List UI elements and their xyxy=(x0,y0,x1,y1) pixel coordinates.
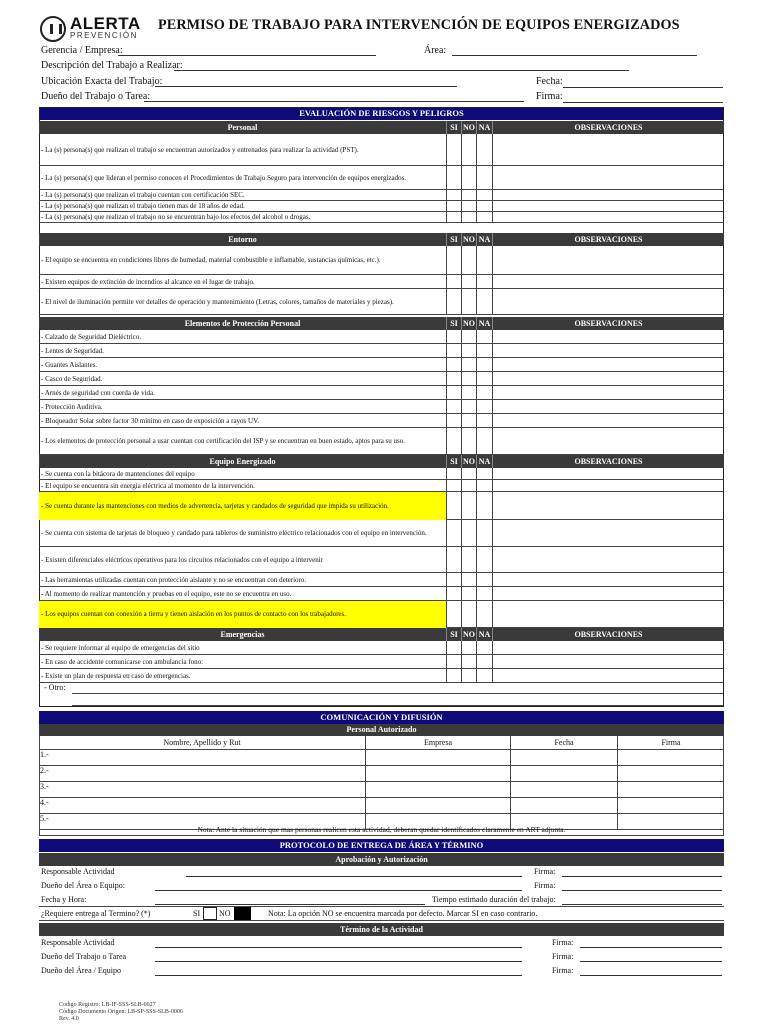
epp-no-col: NO xyxy=(463,319,475,328)
personal-no-checkbox[interactable] xyxy=(461,201,476,212)
emergencias-item-text: - Se requiere informar al equipo de emergencias del sitio xyxy=(41,643,200,652)
t-dueno-area-field[interactable] xyxy=(155,975,522,976)
emergencias-observation-cell[interactable] xyxy=(492,655,724,669)
comm-col-header: Fecha xyxy=(510,736,617,750)
t-responsable-field[interactable] xyxy=(155,947,522,948)
t-dueno-area-firma-field[interactable] xyxy=(580,975,722,976)
entorno-na-col: NA xyxy=(476,233,492,246)
epp-na-checkbox[interactable] xyxy=(476,414,492,428)
entorno-item xyxy=(39,289,446,315)
emergencias-item-text: - En caso de accidente comunicarse con ambulancia fono: xyxy=(41,657,204,666)
equipo-observation-cell[interactable] xyxy=(492,573,724,587)
equipo-na-col: NA xyxy=(476,455,492,468)
equipo-item xyxy=(39,601,446,628)
ubicacion-field[interactable] xyxy=(155,86,457,87)
emergencias-observation-cell[interactable] xyxy=(492,669,724,683)
epp-item xyxy=(39,372,446,386)
logo-word: ALERTA xyxy=(70,14,141,33)
entorno-si-col: SI xyxy=(446,233,461,246)
emergencias-na-checkbox[interactable] xyxy=(476,641,492,655)
comm-input-cell[interactable] xyxy=(365,798,510,814)
fecha-label: Fecha: xyxy=(536,76,563,87)
epp-item xyxy=(39,400,446,414)
t-responsable-firma-label: Firma: xyxy=(552,938,574,947)
epp-no-checkbox[interactable] xyxy=(461,386,476,400)
t-dueno-area-label: Dueño del Área / Equipo xyxy=(41,966,121,975)
approval-title: Aprobación y Autorización xyxy=(39,853,724,866)
epp-na-checkbox[interactable] xyxy=(476,428,492,455)
entorno-na-checkbox[interactable] xyxy=(476,289,492,315)
comm-input-cell[interactable] xyxy=(510,766,617,782)
entorno-item-text: - El equipo se encuentra en condiciones libres de humedad, material combustible e inflamable, sustancias químicas, etc.). xyxy=(41,256,381,265)
personal-na-checkbox[interactable] xyxy=(476,166,492,190)
epp-observation-cell[interactable] xyxy=(492,400,724,414)
emergencias-item xyxy=(39,669,446,683)
equipo-na-checkbox[interactable] xyxy=(476,587,492,601)
epp-si-checkbox[interactable] xyxy=(446,400,461,414)
equipo-item xyxy=(39,480,446,492)
entorno-no-checkbox[interactable] xyxy=(461,289,476,315)
personal-obs-col: OBSERVACIONES xyxy=(492,121,724,134)
otro-label: - Otro: xyxy=(44,683,66,692)
t-responsable-label: Responsable Actividad xyxy=(41,938,115,947)
equipo-label: Equipo Energizado xyxy=(209,457,276,466)
comm-input-cell[interactable] xyxy=(510,782,617,798)
personal-item xyxy=(39,190,446,201)
epp-si-checkbox[interactable] xyxy=(446,372,461,386)
requiere-row xyxy=(39,906,724,921)
epp-item-text: - Lentes de Seguridad. xyxy=(41,346,104,355)
epp-item xyxy=(39,414,446,428)
comm-input-cell[interactable] xyxy=(365,782,510,798)
epp-si-checkbox[interactable] xyxy=(446,358,461,372)
otro-field-line-1[interactable] xyxy=(72,693,723,694)
personal-item xyxy=(39,134,446,166)
equipo-na-checkbox[interactable] xyxy=(476,573,492,587)
personal-item-text: - La (s) persona(s) que realizan el trabajo se encuentran autorizados y entrenados para realizar la actividad (PST). xyxy=(41,145,359,154)
equipo-na-checkbox[interactable] xyxy=(476,492,492,520)
comm-input-cell[interactable] xyxy=(617,782,724,798)
personal-item-text: - La (s) persona(s) que realizan el trabajo tienen mas de 18 años de edad. xyxy=(41,202,245,211)
entorno-item xyxy=(39,275,446,289)
equipo-no-checkbox[interactable] xyxy=(461,601,476,628)
epp-item-text: - Calzado de Seguridad Dieléctrico. xyxy=(41,332,142,341)
risk-section-title: EVALUACIÓN DE RIESGOS Y PELIGROS xyxy=(39,107,724,120)
equipo-item xyxy=(39,573,446,587)
comm-input-cell[interactable] xyxy=(39,782,365,798)
epp-observation-cell[interactable] xyxy=(492,358,724,372)
epp-na-checkbox[interactable] xyxy=(476,386,492,400)
equipo-item-text: - Los equipos cuentan con conexión a tierra y tienen aislación en los puntos de contacto con los trabajadores. xyxy=(41,610,346,619)
dueno-area-field[interactable] xyxy=(155,890,522,891)
entorno-item-text: - Existen equipos de extinción de incendios al alcance en el lugar de trabajo. xyxy=(41,277,255,286)
epp-si-col: SI xyxy=(446,317,461,330)
epp-si-checkbox[interactable] xyxy=(446,386,461,400)
equipo-no-checkbox[interactable] xyxy=(461,520,476,547)
personal-item xyxy=(39,212,446,223)
equipo-observation-cell[interactable] xyxy=(492,601,724,628)
personal-no-checkbox[interactable] xyxy=(461,166,476,190)
ubicacion-label: Ubicación Exacta del Trabajo: xyxy=(41,76,163,87)
equipo-item xyxy=(39,468,446,480)
fecha-hora-field[interactable] xyxy=(155,904,425,905)
emergencias-na-checkbox[interactable] xyxy=(476,669,492,683)
equipo-si-checkbox[interactable] xyxy=(446,547,461,573)
personal-no-col: NO xyxy=(463,123,475,132)
comm-input-cell[interactable] xyxy=(365,766,510,782)
equipo-observation-cell[interactable] xyxy=(492,520,724,547)
epp-na-checkbox[interactable] xyxy=(476,372,492,386)
entorno-no-checkbox[interactable] xyxy=(461,246,476,275)
personal-si-checkbox[interactable] xyxy=(446,190,461,201)
epp-si-checkbox[interactable] xyxy=(446,414,461,428)
equipo-na-checkbox[interactable] xyxy=(476,601,492,628)
t-dueno-area-firma-label: Firma: xyxy=(552,966,574,975)
emergencias-si-col: SI xyxy=(446,628,461,641)
equipo-item-text: - Se cuenta durante las mantenciones con medios de advertencia, tarjetas y candados de seguridad que impida su utilización. xyxy=(41,501,389,510)
entorno-item xyxy=(39,246,446,275)
equipo-no-checkbox[interactable] xyxy=(461,547,476,573)
equipo-item xyxy=(39,587,446,601)
personal-na-col: NA xyxy=(476,121,492,134)
comm-col-header: Firma xyxy=(617,736,724,750)
equipo-observation-cell[interactable] xyxy=(492,587,724,601)
responsable-label: Responsable Actividad xyxy=(41,867,115,876)
comm-input-cell[interactable] xyxy=(617,766,724,782)
entorno-no-checkbox[interactable] xyxy=(461,275,476,289)
alerta-logo xyxy=(40,16,160,44)
entorno-na-checkbox[interactable] xyxy=(476,275,492,289)
equipo-na-checkbox[interactable] xyxy=(476,468,492,480)
epp-item xyxy=(39,386,446,400)
equipo-na-checkbox[interactable] xyxy=(476,520,492,547)
personal-observation-cell[interactable] xyxy=(492,190,724,201)
equipo-item-text: - Se cuenta con sistema de tarjetas de bloqueo y candado para tableros de suministro eléctrico relacionados con el equipo en intervención. xyxy=(41,529,427,538)
emergencias-na-col: NA xyxy=(476,628,492,641)
comm-input-cell[interactable] xyxy=(617,798,724,814)
equipo-no-checkbox[interactable] xyxy=(461,492,476,520)
epp-no-checkbox[interactable] xyxy=(461,330,476,344)
epp-item-text: - Bloqueador Solar sobre factor 30 mínimo en caso de exposición a rayos UV. xyxy=(41,416,259,425)
logo-subtitle: PREVENCIÓN xyxy=(70,31,138,40)
epp-item-text: - Casco de Seguridad. xyxy=(41,374,103,383)
descripcion-label: Descripción del Trabajo a Realizar: xyxy=(41,60,183,71)
gerencia-field[interactable] xyxy=(118,55,376,56)
requiere-note: Nota: La opción NO se encuentra marcada por defecto. Marcar SI en caso contrario. xyxy=(268,909,538,918)
equipo-no-checkbox[interactable] xyxy=(461,573,476,587)
epp-item-text: - Guantes Aislantes. xyxy=(41,360,98,369)
personal-na-checkbox[interactable] xyxy=(476,190,492,201)
equipo-item xyxy=(39,547,446,573)
epp-item xyxy=(39,428,446,455)
t-dueno-trabajo-firma-label: Firma: xyxy=(552,952,574,961)
emergencias-na-checkbox[interactable] xyxy=(476,655,492,669)
equipo-item-text: - Las herramientas utilizadas cuentan con protección aislante y no se encuentran con deterioro. xyxy=(41,575,307,584)
entorno-observation-cell[interactable] xyxy=(492,275,724,289)
epp-na-col: NA xyxy=(476,317,492,330)
equipo-observation-cell[interactable] xyxy=(492,468,724,480)
comm-row-number: 3.- xyxy=(40,782,49,791)
responsable-field[interactable] xyxy=(186,876,522,877)
emergencias-item xyxy=(39,641,446,655)
termino-title: Término de la Actividad xyxy=(39,923,724,936)
comm-input-cell[interactable] xyxy=(39,798,365,814)
comm-note: Nota: Ante la situación que mas personas realicen esta actividad, deberan quedar identificados claramente en ART adjunta. xyxy=(39,824,724,836)
equipo-obs-col: OBSERVACIONES xyxy=(492,455,724,468)
equipo-item-text: - Se cuenta con la bitácora de mantenciones del equipo xyxy=(41,469,195,478)
epp-item-text: - Arnés de seguridad con cuerda de vida. xyxy=(41,388,155,397)
equipo-si-checkbox[interactable] xyxy=(446,520,461,547)
epp-observation-cell[interactable] xyxy=(492,330,724,344)
equipo-no-checkbox[interactable] xyxy=(461,480,476,492)
emergencias-observation-cell[interactable] xyxy=(492,641,724,655)
personal-item xyxy=(39,201,446,212)
gerencia-label: Gerencia / Empresa: xyxy=(41,45,123,56)
dueno-area-label: Dueño del Área o Equipo: xyxy=(41,881,125,890)
emergencias-si-checkbox[interactable] xyxy=(446,641,461,655)
responsable-firma-label: Firma: xyxy=(534,867,556,876)
dueno-area-firma-label: Firma: xyxy=(534,881,556,890)
epp-item-text: - Protección Auditiva. xyxy=(41,402,103,411)
epp-si-checkbox[interactable] xyxy=(446,428,461,455)
emergencias-obs-col: OBSERVACIONES xyxy=(492,628,724,641)
entorno-obs-col: OBSERVACIONES xyxy=(492,233,724,246)
dueno-area-firma-field[interactable] xyxy=(562,890,722,891)
epp-item-text: - Los elementos de protección personal a usar cuentan con certificación del ISP y se encuentran en buen estado, aptos para su uso. xyxy=(41,437,405,446)
comm-input-cell[interactable] xyxy=(39,750,365,766)
personal-na-checkbox[interactable] xyxy=(476,201,492,212)
equipo-item-text: - El equipo se encuentra sin energía eléctrica al momento de la intervención. xyxy=(41,481,255,490)
personal-no-checkbox[interactable] xyxy=(461,190,476,201)
equipo-no-col: NO xyxy=(463,457,475,466)
personal-observation-cell[interactable] xyxy=(492,201,724,212)
equipo-no-checkbox[interactable] xyxy=(461,587,476,601)
epp-no-checkbox[interactable] xyxy=(461,414,476,428)
comm-col-header: Nombre, Apellido y Rut xyxy=(163,738,241,747)
personal-no-checkbox[interactable] xyxy=(461,134,476,166)
epp-item xyxy=(39,330,446,344)
equipo-observation-cell[interactable] xyxy=(492,547,724,573)
epp-observation-cell[interactable] xyxy=(492,372,724,386)
personal-item-text: - La (s) persona(s) que realizan el trabajo cuentan con certificación SEC. xyxy=(41,191,245,200)
comm-subtitle: Personal Autorizado xyxy=(39,724,724,736)
t-responsable-firma-field[interactable] xyxy=(580,947,722,948)
epp-observation-cell[interactable] xyxy=(492,414,724,428)
equipo-si-col: SI xyxy=(446,455,461,468)
otro-field-line-2[interactable] xyxy=(72,705,723,706)
comm-input-cell[interactable] xyxy=(617,750,724,766)
entorno-si-checkbox[interactable] xyxy=(446,289,461,315)
epp-no-checkbox[interactable] xyxy=(461,372,476,386)
personal-observation-cell[interactable] xyxy=(492,212,724,223)
epp-item xyxy=(39,358,446,372)
entorno-si-checkbox[interactable] xyxy=(446,275,461,289)
comm-row-number: 4.- xyxy=(40,798,49,807)
epp-na-checkbox[interactable] xyxy=(476,358,492,372)
comm-row-number: 2.- xyxy=(40,766,49,775)
no-option-label: NO xyxy=(219,909,231,918)
epp-no-checkbox[interactable] xyxy=(461,344,476,358)
comm-row-number: 5.- xyxy=(40,814,49,823)
personal-si-checkbox[interactable] xyxy=(446,201,461,212)
comm-col-header: Empresa xyxy=(365,736,510,750)
firma-field[interactable] xyxy=(563,102,723,103)
epp-observation-cell[interactable] xyxy=(492,428,724,455)
entorno-na-checkbox[interactable] xyxy=(476,246,492,275)
epp-label: Elementos de Protección Personal xyxy=(184,319,301,328)
epp-na-checkbox[interactable] xyxy=(476,400,492,414)
entorno-observation-cell[interactable] xyxy=(492,246,724,275)
area-label: Área: xyxy=(424,45,447,56)
emergencias-no-checkbox[interactable] xyxy=(461,641,476,655)
t-dueno-trabajo-label: Dueño del Trabajo o Tarea xyxy=(41,952,127,961)
personal-na-checkbox[interactable] xyxy=(476,134,492,166)
dueno-field[interactable] xyxy=(144,101,524,102)
equipo-na-checkbox[interactable] xyxy=(476,480,492,492)
entorno-no-col: NO xyxy=(463,235,475,244)
epp-na-checkbox[interactable] xyxy=(476,344,492,358)
personal-si-checkbox[interactable] xyxy=(446,212,461,223)
personal-item-text: - La (s) persona(s) que realizan el trabajo no se encuentran bajo los efectos del alcohol o drogas. xyxy=(41,213,311,222)
emergencias-no-checkbox[interactable] xyxy=(461,669,476,683)
comm-title: COMUNICACIÓN Y DIFUSIÓN xyxy=(39,711,724,724)
firma-label: Firma: xyxy=(536,91,563,102)
personal-item-text: - La (s) persona(s) que lideran el permiso conocen el Procedimientos de Trabajo Seguro para intervención de equipos energizados. xyxy=(41,173,407,182)
epp-si-checkbox[interactable] xyxy=(446,344,461,358)
responsable-firma-field[interactable] xyxy=(562,876,722,877)
personal-no-checkbox[interactable] xyxy=(461,212,476,223)
tiempo-field[interactable] xyxy=(562,904,722,905)
entorno-si-checkbox[interactable] xyxy=(446,246,461,275)
equipo-item xyxy=(39,520,446,547)
personal-si-checkbox[interactable] xyxy=(446,166,461,190)
epp-na-checkbox[interactable] xyxy=(476,330,492,344)
epp-no-checkbox[interactable] xyxy=(461,428,476,455)
epp-obs-col: OBSERVACIONES xyxy=(492,317,724,330)
emergencias-si-checkbox[interactable] xyxy=(446,655,461,669)
entorno-item-text: - El nivel de iluminación permite ver detalles de operación y mantenimiento (Letras, colores, tamaños de materiales y piezas). xyxy=(41,297,394,306)
emergencias-item-text: - Existe un plan de respuesta en caso de emergencias. xyxy=(41,671,191,680)
fecha-hora-label: Fecha y Hora: xyxy=(41,895,87,904)
epp-observation-cell[interactable] xyxy=(492,386,724,400)
personal-item xyxy=(39,166,446,190)
footer-registro: Codigo Registro: LB-IF-SSS-SLB-0027 xyxy=(59,1002,156,1008)
equipo-si-checkbox[interactable] xyxy=(446,492,461,520)
equipo-item-text: - Al momento de realizar mantención y pruebas en el equipo, este no se encuentra en uso. xyxy=(41,589,292,598)
emergencias-si-checkbox[interactable] xyxy=(446,669,461,683)
equipo-observation-cell[interactable] xyxy=(492,480,724,492)
equipo-item-text: - Existen diferenciales eléctricos operativos para los circuitos relacionados con el equipo a intervenir xyxy=(41,555,324,564)
epp-si-checkbox[interactable] xyxy=(446,330,461,344)
personal-observation-cell[interactable] xyxy=(492,134,724,166)
document-title: PERMISO DE TRABAJO PARA INTERVENCIÓN DE EQUIPOS ENERGIZADOS xyxy=(158,17,680,33)
entorno-label: Entorno xyxy=(228,235,257,244)
emergencias-no-col: NO xyxy=(463,630,475,639)
epp-item xyxy=(39,344,446,358)
area-field[interactable] xyxy=(452,55,697,56)
descripcion-field[interactable] xyxy=(174,70,629,71)
t-dueno-trabajo-firma-field[interactable] xyxy=(580,961,722,962)
equipo-item xyxy=(39,492,446,520)
dueno-label: Dueño del Trabajo o Tarea: xyxy=(41,91,151,102)
equipo-na-checkbox[interactable] xyxy=(476,547,492,573)
epp-no-checkbox[interactable] xyxy=(461,358,476,372)
equipo-observation-cell[interactable] xyxy=(492,492,724,520)
tiempo-label: Tiempo estimado duración del trabajo: xyxy=(432,895,556,904)
comm-row-number: 1.- xyxy=(40,750,49,759)
comm-input-cell[interactable] xyxy=(39,766,365,782)
equipo-si-checkbox[interactable] xyxy=(446,573,461,587)
equipo-no-checkbox[interactable] xyxy=(461,468,476,480)
comm-input-cell[interactable] xyxy=(510,798,617,814)
comm-input-cell[interactable] xyxy=(510,750,617,766)
emergencias-no-checkbox[interactable] xyxy=(461,655,476,669)
t-dueno-trabajo-field[interactable] xyxy=(155,961,522,962)
equipo-si-checkbox[interactable] xyxy=(446,601,461,628)
emergencias-item xyxy=(39,655,446,669)
footer-documento: Código Documento Origen: LB-SP-SSS-SLB-0006 xyxy=(59,1009,183,1015)
fecha-field[interactable] xyxy=(563,87,723,88)
equipo-si-checkbox[interactable] xyxy=(446,480,461,492)
equipo-si-checkbox[interactable] xyxy=(446,587,461,601)
si-option-label: SI xyxy=(193,909,201,918)
requiere-label: ¿Requiere entrega al Termino? (*) xyxy=(41,909,151,918)
personal-na-checkbox[interactable] xyxy=(476,212,492,223)
emergencias-label: Emergencias xyxy=(220,630,265,639)
personal-si-col: SI xyxy=(446,121,461,134)
epp-no-checkbox[interactable] xyxy=(461,400,476,414)
personal-observation-cell[interactable] xyxy=(492,166,724,190)
personal-label: Personal xyxy=(227,123,258,132)
equipo-si-checkbox[interactable] xyxy=(446,468,461,480)
logo-emblem-icon xyxy=(40,16,66,42)
footer-revision: Rev. 4.0 xyxy=(59,1016,79,1022)
entorno-observation-cell[interactable] xyxy=(492,289,724,315)
protocol-title: PROTOCOLO DE ENTREGA DE ÁREA Y TÉRMINO xyxy=(39,839,724,852)
epp-observation-cell[interactable] xyxy=(492,344,724,358)
comm-input-cell[interactable] xyxy=(365,750,510,766)
personal-si-checkbox[interactable] xyxy=(446,134,461,166)
